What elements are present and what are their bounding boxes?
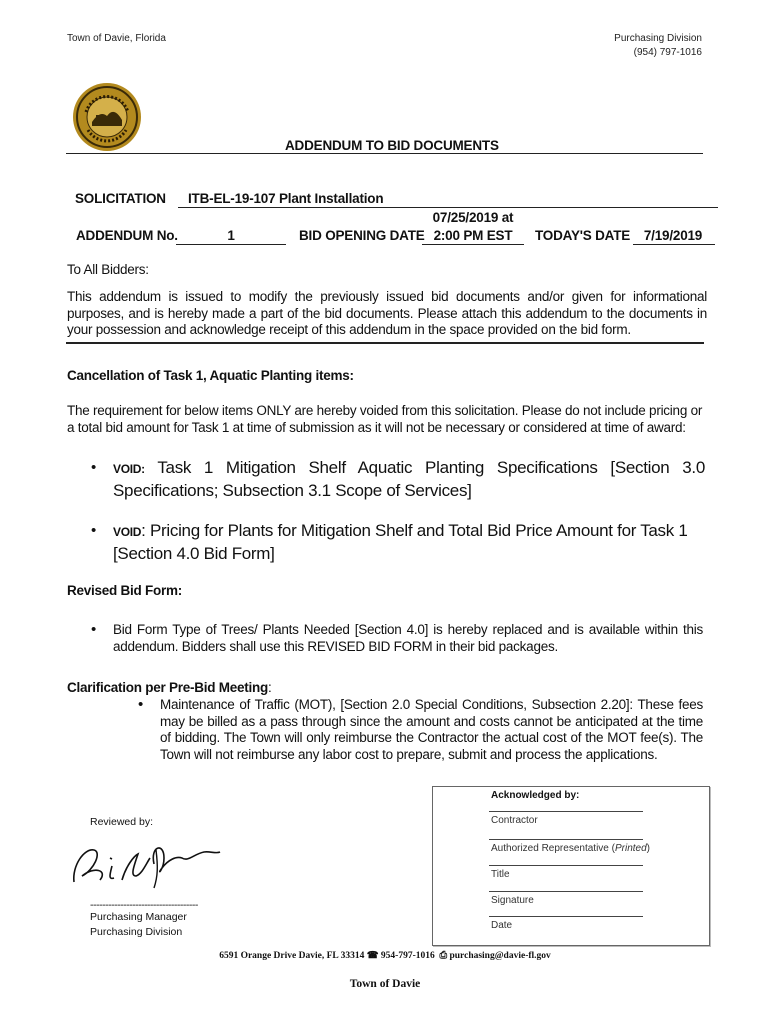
reviewed-by-label: Reviewed by: [90,816,154,828]
acknowledgement-box [432,786,710,946]
footer-contact [0,950,770,961]
todays-date-label: TODAY'S DATE [535,228,631,243]
authorized-rep-label [491,843,650,854]
section3-heading-text: Clarification per Pre-Bid Meeting [67,680,269,695]
footer-address: 6591 Orange Drive Davie, FL 33314 [219,951,365,961]
void-item-1-prefix: VOID: [113,462,145,476]
header-division-name: Purchasing Division [614,33,702,44]
bid-opening-rule [422,244,524,245]
reviewer-title-line1: Purchasing Manager [90,911,187,923]
reviewer-title-line2: Purchasing Division [90,926,183,938]
footer-email[interactable]: purchasing@davie-fl.gov [449,951,551,961]
section2-heading: Revised Bid Form: [67,583,183,598]
void-item-2 [113,520,705,564]
header-town: Town of Davie, Florida [67,33,166,44]
void-item-1 [113,457,705,501]
signature-label: Signature [491,895,534,906]
header-division [614,32,702,60]
section3-heading-colon: : [268,680,272,695]
todays-date-rule [633,244,715,245]
title-line[interactable] [489,865,643,866]
solicitation-value: ITB-EL-19-107 Plant Installation [188,191,384,206]
greeting: To All Bidders: [67,262,149,277]
section1-text: The requirement for below items ONLY are hereby voided from this solicitation. Please do not include pricing or a total bid amount for Task 1 at time of submission as it will not be necessary or considered at time of award: [67,403,703,435]
bid-opening-value [422,209,524,245]
todays-date-value: 7/19/2019 [643,228,703,243]
addendum-label: ADDENDUM No. [76,228,178,243]
mot-clarification-item: • Maintenance of Traffic (MOT), [Section 2.0 Special Conditions, Subsection 2.20]: These fees may be billed as a pass through since the amount and costs cannot be anticipated at the time of bidding. The Town will only reimburse the Contractor the actual cost of the MOT fee(s). The Town will not reimburse any labor cost to prepare, submit and process the applications. [160,697,703,763]
section3-heading [67,680,272,697]
section1-heading: Cancellation of Task 1, Aquatic Planting items: [67,368,354,383]
void-item-2-prefix: VOID [113,525,142,539]
void-item-2-text: : Pricing for Plants for Mitigation Shelf and Total Bid Price Amount for Task 1 [Section 4.0 Bid Form] [113,521,688,563]
addendum-rule [176,244,286,245]
header-phone: (954) 797-1016 [633,47,702,58]
solicitation-rule [178,207,718,208]
addendum-number: 1 [227,228,235,243]
contractor-line[interactable] [489,811,643,812]
footer-town: Town of Davie [349,978,421,990]
signature-icon [64,836,224,892]
title-rule [66,153,703,154]
authorized-rep-line[interactable] [489,839,643,840]
reviewer-title [90,910,187,940]
revised-bid-form-item: • Bid Form Type of Trees/ Plants Needed [Section 4.0] is hereby replaced and is available within this addendum. Bidders shall use this REVISED BID FORM in their bid packages. [113,622,703,655]
intro-rule [66,342,704,344]
date-label: Date [491,920,513,931]
void-item-1-text: Task 1 Mitigation Shelf Aquatic Planting Specifications [Section 3.0 Specifications; Subsection 3.1 Scope of Services] [113,458,705,500]
authorized-rep-text: Authorized Representative ( [491,843,615,854]
document-title: ADDENDUM TO BID DOCUMENTS [285,138,499,153]
acknowledgement-heading: Acknowledged by: [491,790,580,801]
town-seal-icon [72,82,142,152]
fax-icon: ⎙ [439,951,448,961]
date-line[interactable] [489,916,643,917]
footer-phone: 954-797-1016 [380,951,435,961]
phone-icon: ☎ [366,951,379,961]
bid-opening-label: BID OPENING DATE [299,228,425,243]
authorized-rep-paren: ) [646,843,650,854]
signature-field-line[interactable] [489,891,643,892]
signature-line: ------------------------------------ [90,899,198,911]
bid-opening-time: 2:00 PM EST [433,228,513,243]
intro-paragraph: This addendum is issued to modify the previously issued bid documents and/or given for informational purposes, and is hereby made a part of the bid documents. Please attach this addendum to the documents in your possession and acknowledge receipt of this addendum in the space provided on the bid form. [67,289,707,337]
title-label: Title [491,869,510,880]
solicitation-label: SOLICITATION [75,191,166,206]
contractor-label: Contractor [491,815,538,826]
bid-opening-date: 07/25/2019 at [432,210,514,225]
authorized-rep-printed: Printed [614,843,647,854]
